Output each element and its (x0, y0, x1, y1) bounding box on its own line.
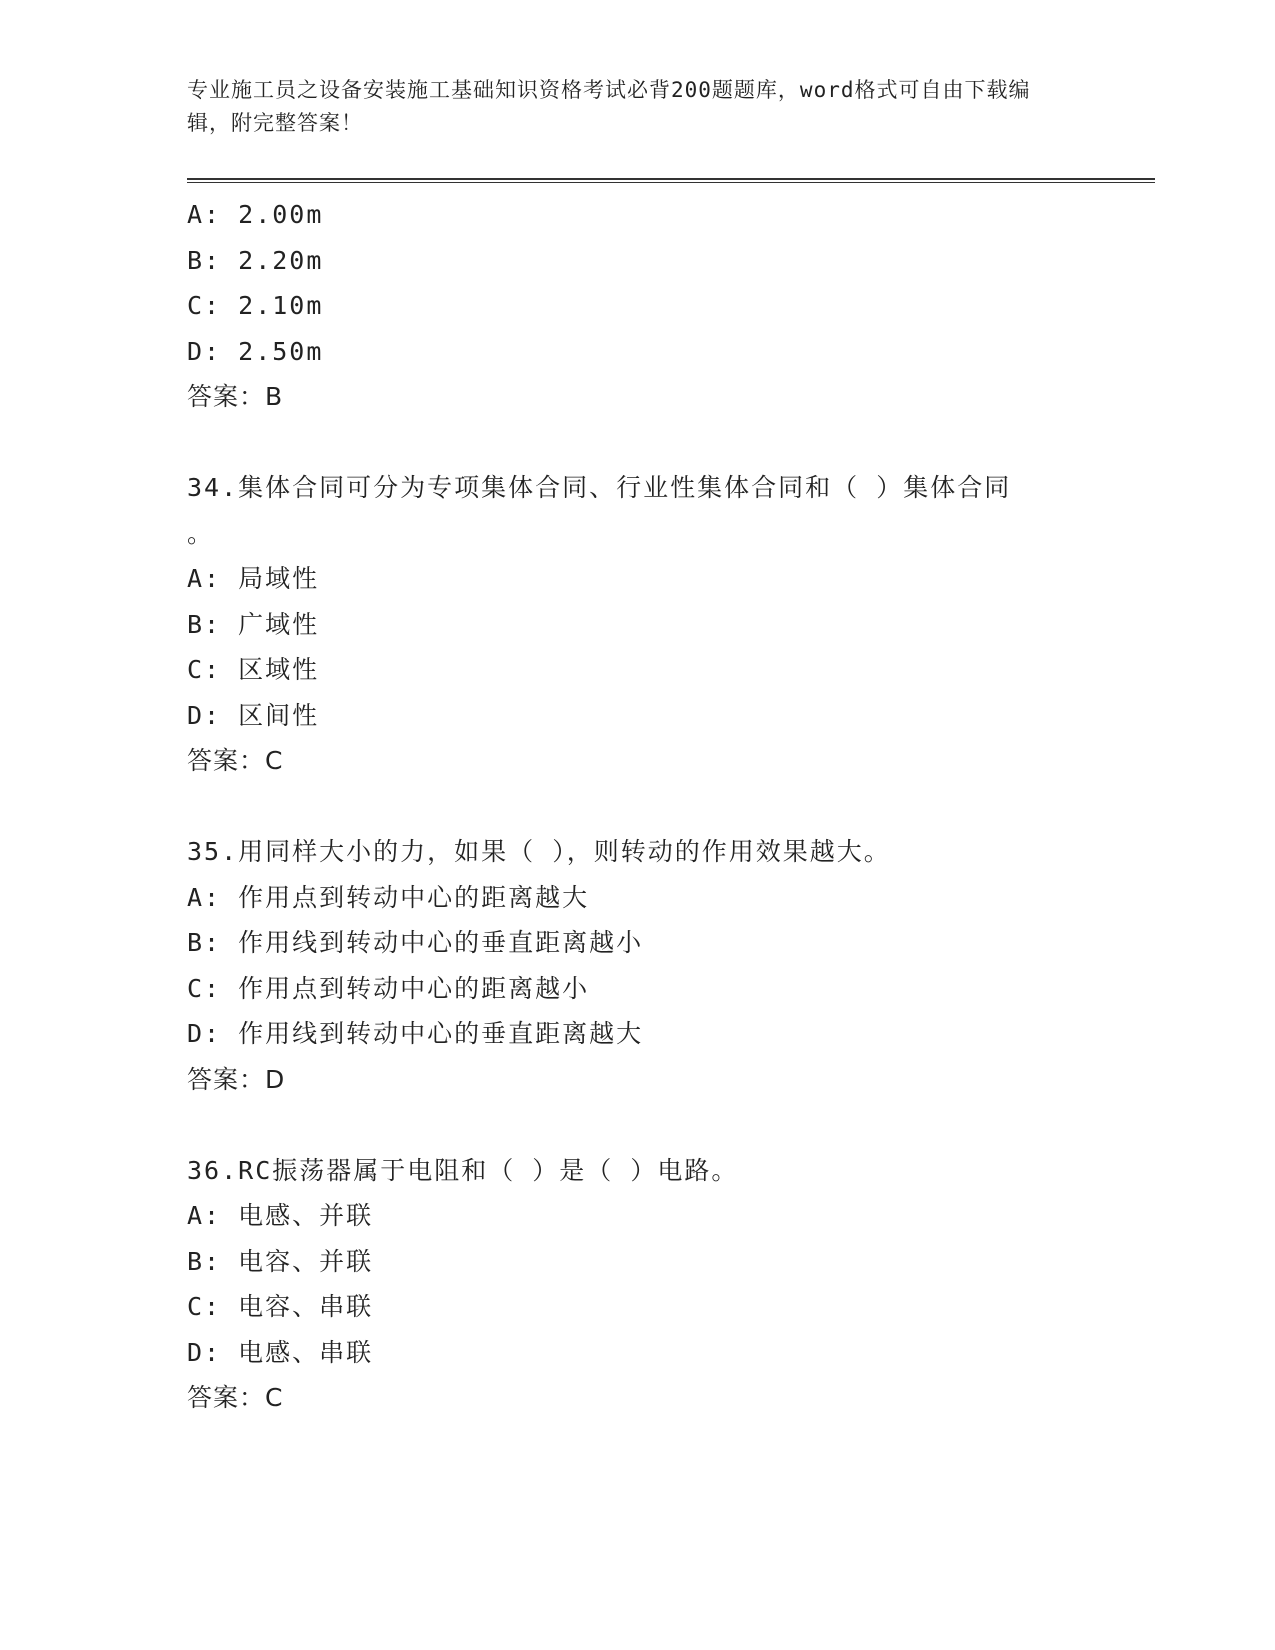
option-d: D: 电感、串联 (187, 1337, 374, 1367)
question-text: 35.用同样大小的力，如果（ ），则转动的作用效果越大。 (187, 837, 891, 866)
option-d: D: 区间性 (187, 700, 320, 730)
document-header: 专业施工员之设备安装施工基础知识资格考试必背200题题库，word格式可自由下载编辑，附完整答案！ (187, 78, 1031, 135)
question-text-continued: 。 (187, 518, 215, 548)
question-text: 36.RC振荡器属于电阻和（ ）是（ ）电路。 (187, 1155, 739, 1185)
spacer (187, 420, 1157, 466)
option-c: C: 2.10m (187, 291, 324, 320)
option-d: D: 作用线到转动中心的垂直距离越大 (187, 1019, 644, 1048)
option-c: C: 电容、串联 (187, 1292, 374, 1321)
question-36 (187, 1148, 1157, 1421)
question-34 (187, 465, 1157, 784)
option-a: A: 2.00m (187, 200, 324, 229)
option-c: C: 作用点到转动中心的距离越小 (187, 973, 590, 1003)
option-a: A: 电感、并联 (187, 1201, 374, 1230)
option-d: D: 2.50m (187, 336, 324, 366)
spacer (187, 1102, 1157, 1148)
question-35 (187, 829, 1157, 1102)
spacer (187, 784, 1157, 830)
option-b: B: 作用线到转动中心的垂直距离越小 (187, 928, 644, 957)
option-c: C: 区域性 (187, 655, 320, 684)
option-a: A: 作用点到转动中心的距离越大 (187, 882, 590, 912)
answer: 答案：D (187, 1064, 286, 1094)
option-b: B: 电容、并联 (187, 1246, 374, 1276)
option-b: B: 广域性 (187, 609, 320, 639)
question-list (187, 192, 1157, 1421)
header-divider (187, 178, 1155, 183)
option-b: B: 2.20m (187, 245, 324, 275)
answer: 答案：B (187, 382, 284, 411)
answer: 答案：C (187, 746, 284, 775)
option-a: A: 局域性 (187, 564, 320, 593)
answer: 答案：C (187, 1383, 284, 1412)
question-text: 34.集体合同可分为专项集体合同、行业性集体合同和（ ）集体合同 (187, 473, 1012, 502)
question-33 (187, 192, 1157, 420)
